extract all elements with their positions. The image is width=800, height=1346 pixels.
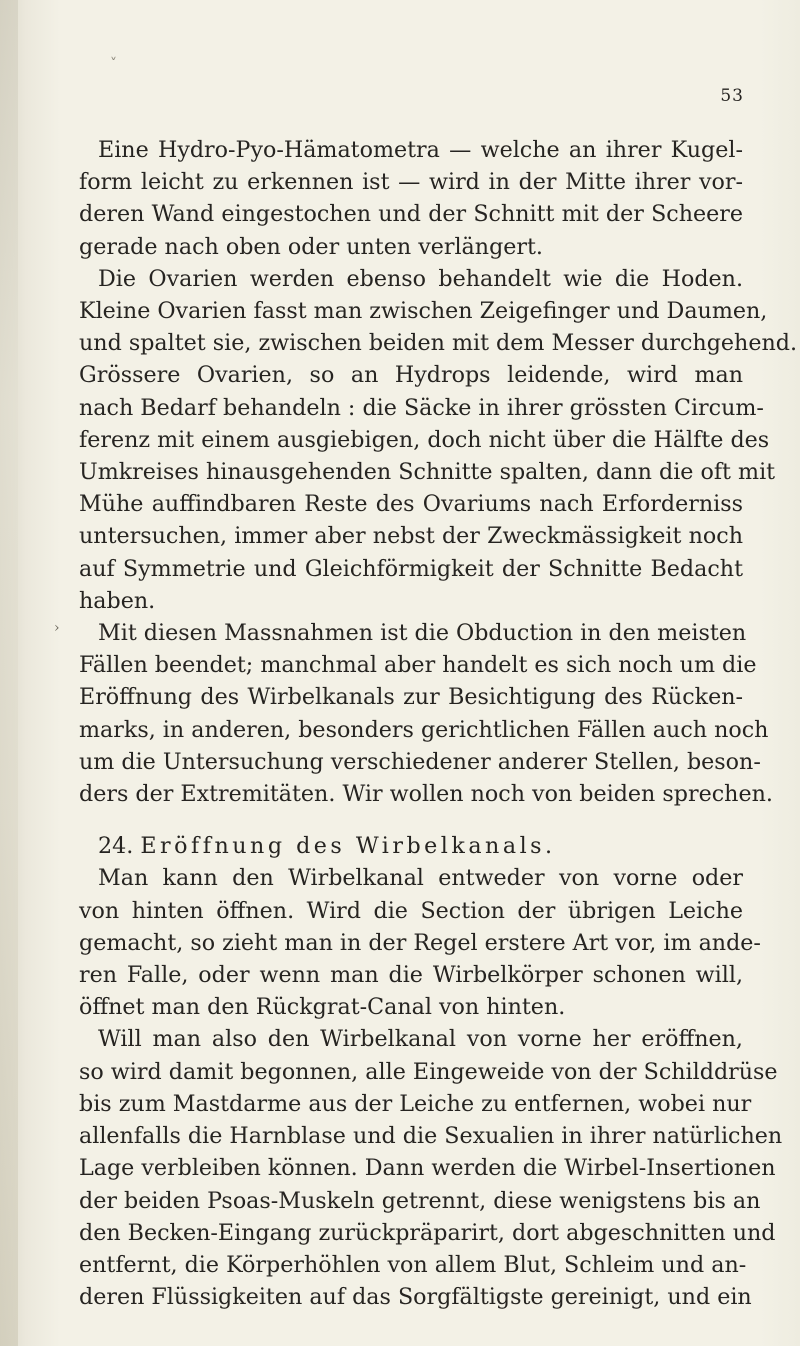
paragraph: [79, 134, 743, 263]
text-line: deren Wand eingestochen und der Schnitt mit der Scheere: [79, 201, 743, 228]
text-line: haben.: [79, 587, 156, 614]
text-line: so wird damit begonnen, alle Eingeweide von der Schilddrüse: [79, 1058, 778, 1085]
text-line: Fällen beendet; manchmal aber handelt es sich noch um die: [79, 652, 757, 679]
text-line: deren Flüssigkeiten auf das Sorgfältigste gereinigt, und ein: [79, 1284, 752, 1311]
text-line: bis zum Mastdarme aus der Leiche zu entfernen, wobei nur: [79, 1090, 752, 1117]
text-line: Will man also den Wirbelkanal von vorne her eröffnen,: [98, 1026, 743, 1053]
text-line: entfernt, die Körperhöhlen von allem Blut, Schleim und an-: [79, 1251, 747, 1278]
page-body-text: [79, 134, 797, 1313]
text-line: allenfalls die Harnblase und die Sexualien in ihrer natürlichen: [79, 1123, 783, 1150]
section-gap: [79, 810, 743, 830]
text-line: Lage verbleiben können. Dann werden die Wirbel-Insertionen: [79, 1155, 776, 1182]
text-line: und spaltet sie, zwischen beiden mit dem Messer durchgehend.: [79, 330, 797, 357]
paragraph: [79, 862, 761, 1023]
text-line: öffnet man den Rückgrat-Canal von hinten.: [79, 994, 566, 1021]
text-line: Eröffnung des Wirbelkanals zur Besichtigung des Rücken-: [79, 684, 743, 711]
text-line: Mühe auffindbaren Reste des Ovariums nach Erforderniss: [79, 491, 743, 518]
page-number: 53: [720, 86, 744, 106]
margin-mark: ›: [54, 620, 60, 636]
text-line: ders der Extremitäten. Wir wollen noch von beiden sprechen.: [79, 781, 773, 808]
section-title: Eröffnung des Wirbelkanals.: [140, 833, 556, 860]
text-line: nach Bedarf behandeln : die Säcke in ihrer grössten Circum-: [79, 394, 764, 421]
text-line: Eine Hydro-Pyo-Hämatometra — welche an ihrer Kugel-: [98, 137, 743, 163]
page-edge-shadow: [0, 0, 18, 1346]
paragraph: [79, 617, 773, 810]
text-line: Mit diesen Massnahmen ist die Obduction in den meisten: [98, 620, 747, 647]
text-line: untersuchen, immer aber nebst der Zweckmässigkeit noch: [79, 523, 743, 550]
text-line: form leicht zu erkennen ist — wird in der Mitte ihrer vor-: [79, 169, 743, 196]
text-line: marks, in anderen, besonders gerichtlichen Fällen auch noch: [79, 716, 769, 743]
text-line: den Becken-Eingang zurückpräparirt, dort abgeschnitten und: [79, 1219, 776, 1246]
text-line: von hinten öffnen. Wird die Section der übrigen Leiche: [79, 897, 743, 924]
text-line: der beiden Psoas-Muskeln getrennt, diese wenigstens bis an: [79, 1187, 761, 1214]
section-heading: [79, 830, 743, 862]
text-line: Kleine Ovarien fasst man zwischen Zeigefinger und Daumen,: [79, 298, 768, 325]
text-line: auf Symmetrie und Gleichförmigkeit der Schnitte Bedacht: [79, 555, 743, 582]
top-margin-mark: ˅: [110, 56, 117, 72]
paragraph: [79, 1023, 783, 1313]
text-line: Man kann den Wirbelkanal entweder von vorne oder: [98, 865, 743, 892]
text-line: um die Untersuchung verschiedener anderer Stellen, beson-: [79, 748, 761, 775]
text-line: Grössere Ovarien, so an Hydrops leidende, wird man: [79, 362, 743, 389]
text-line: ferenz mit einem ausgiebigen, doch nicht über die Hälfte des: [79, 426, 770, 453]
text-line: Umkreises hinausgehenden Schnitte spalten, dann die oft mit: [79, 459, 776, 486]
section-number: 24.: [98, 833, 134, 860]
text-line: gemacht, so zieht man in der Regel erstere Art vor, im ande-: [79, 929, 761, 956]
text-line: gerade nach oben oder unten verlängert.: [79, 233, 543, 260]
paragraph: [79, 263, 797, 617]
text-line: Die Ovarien werden ebenso behandelt wie die Hoden.: [98, 265, 743, 292]
text-line: ren Falle, oder wenn man die Wirbelkörper schonen will,: [79, 962, 743, 989]
